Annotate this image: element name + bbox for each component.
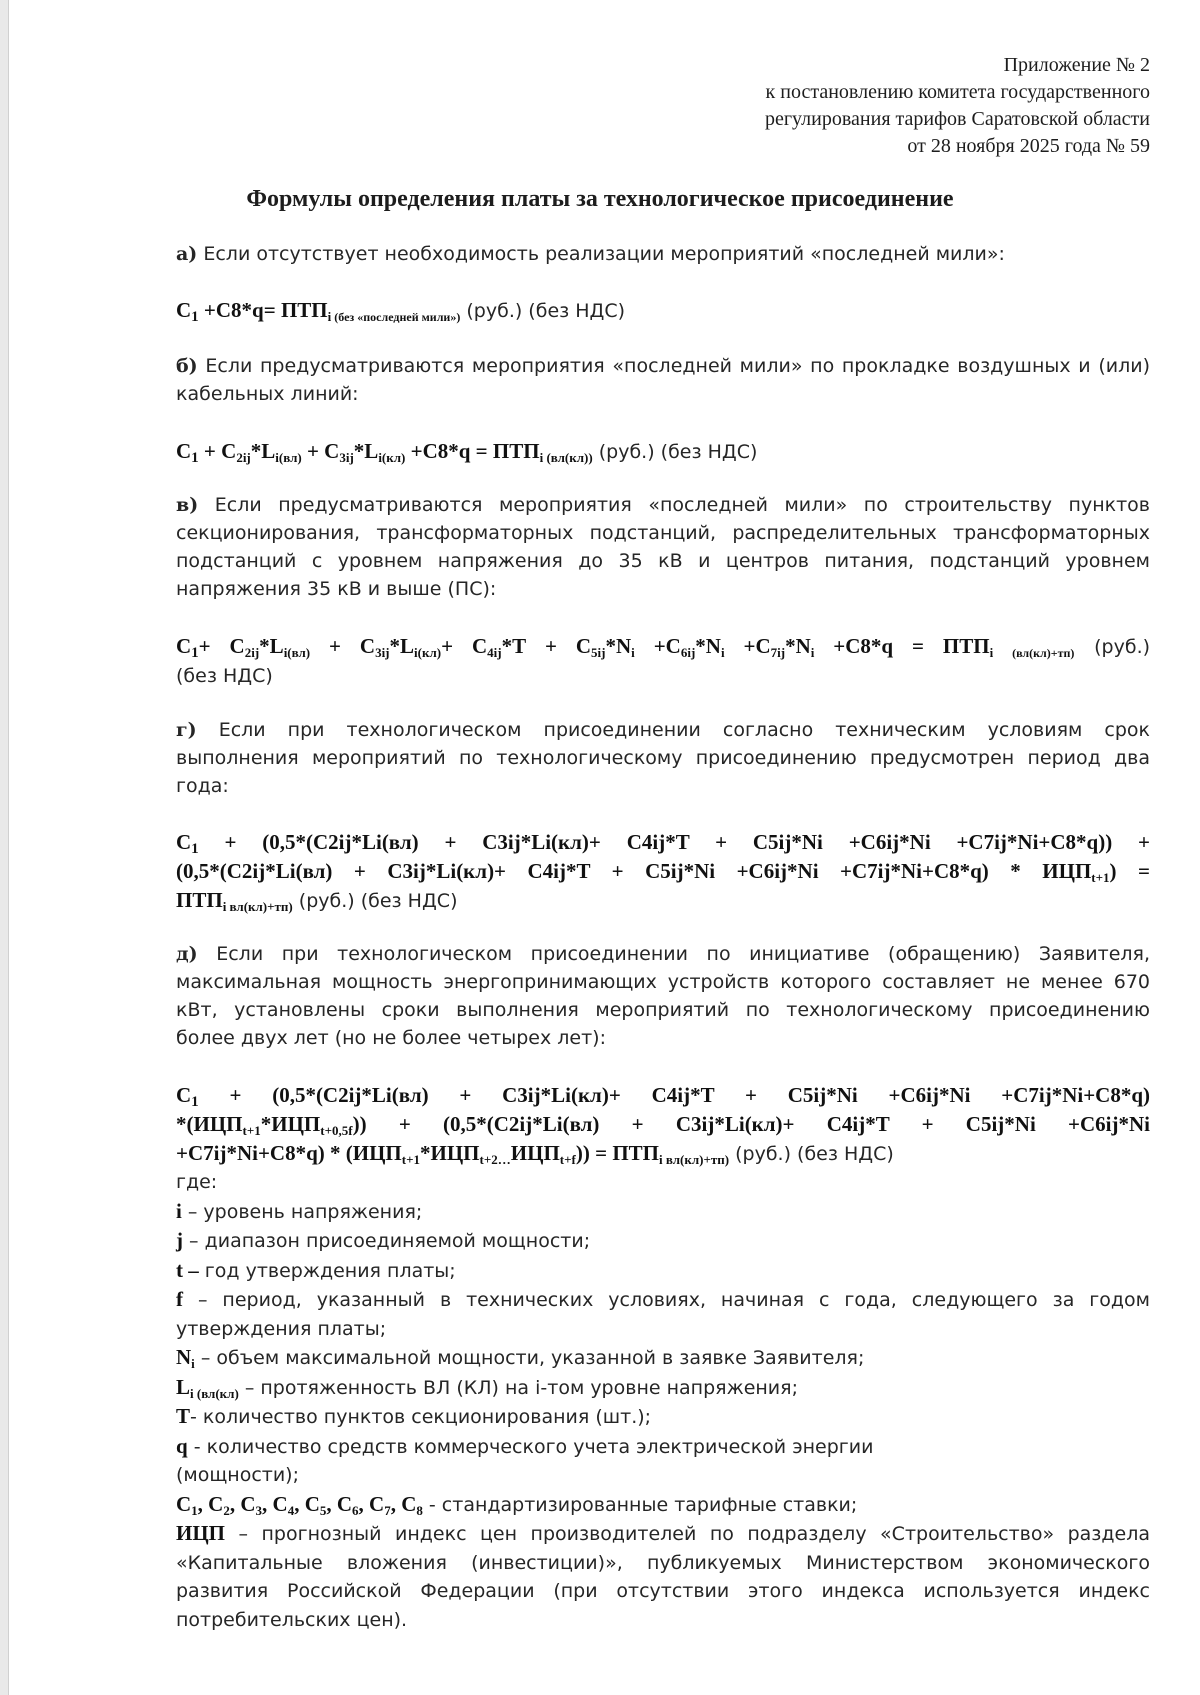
section-a-label: а) xyxy=(176,243,198,265)
section-b-tail: (руб.) (без НДС) xyxy=(592,441,758,463)
section-b-line1: Если предусматриваются мероприятия «последней мили» по прокладке воздушных и (или) xyxy=(205,355,1150,377)
section-c-line1: Если предусматриваются мероприятия «последней мили» по строительству пунктов xyxy=(214,494,1150,516)
section-b-label: б) xyxy=(176,355,198,377)
section-e-text xyxy=(176,940,1150,1052)
section-d-line1: Если при технологическом присоединении согласно техническим условиям срок xyxy=(218,719,1150,741)
definition-icp: ИЦП – прогнозный индекс цен производителей по подразделу «Строительство» раздела «Капитальные вложения (инвестиции)», публикуемых Министерством экономического развития Российской Федерации (при отсутствии этого индекса используется индекс потребительских цен). xyxy=(176,1521,1151,1631)
section-b-text xyxy=(176,352,1150,408)
definition-l: $L_{i (вл(кл)}$ – протяженность ВЛ (КЛ) на i-том уровне напряжения; xyxy=(176,1374,798,1401)
section-d-formula: $С_1 + (0,5*(C2ij*Li(вл) + C3ij*Li(кл)+ C4ij*T + C5ij*Ni +C6ij*Ni +C7ij*Ni+C8*q))$ + $(0,5*(C2ij*Li(вл) + C3ij*Li(кл)+ C4ij*T + C5ij*Ni +C6ij*Ni +C7ij*Ni+C8*q) * ИЦП_{t+1})$ = $ПТП_{i вл(кл)+тп)}$ (руб.) (без НДС) xyxy=(176,830,1150,914)
definition-tt: Т- количество пунктов секционирования (шт.); xyxy=(176,1404,652,1428)
appendix-date-line: от 28 ноября 2025 года № 59 xyxy=(907,135,1150,157)
definition-c: $С_1$, $С_2$, $С_3$, $С_4$, $С_5$, $С_6$, $С_7$, $С_8$ - стандартизированные тарифные ставки; xyxy=(176,1491,858,1518)
definition-q: q - количество средств коммерческого учета электрической энергии xyxy=(176,1433,874,1458)
definition-i: i – уровень напряжения; xyxy=(176,1198,423,1223)
section-d-label: г) xyxy=(176,719,197,741)
section-b-line2: кабельных линий: xyxy=(176,383,359,405)
section-d-tail: (руб.) (без НДС) xyxy=(292,890,458,912)
section-e-line3: кВт, установлены сроки выполнения мероприятий по технологическому присоединению xyxy=(176,999,1150,1021)
section-e-label: д) xyxy=(176,943,198,965)
definition-f: f – период, указанный в технических условиях, начиная с года, следующего за годом утверждения платы; xyxy=(176,1287,1151,1340)
appendix-number: Приложение № 2 xyxy=(1003,54,1150,76)
section-a-text xyxy=(176,240,1150,268)
section-e-line4: более двух лет (но не более четырех лет): xyxy=(176,1027,606,1049)
document-title: Формулы определения платы за технологическое присоединение xyxy=(246,186,954,212)
section-c-line3: подстанций с уровнем напряжения до 35 кВ и центров питания, подстанций уровнем xyxy=(176,550,1150,572)
section-c-text xyxy=(176,491,1150,603)
definition-j: j – диапазон присоединяемой мощности; xyxy=(176,1228,591,1252)
section-c-label: в) xyxy=(176,494,199,516)
section-b-formula: $С_1 + С_{2ij}*L_{i(вл)} + С_{3ij}*L_{i(кл)} +С8*q = ПТП_{i (вл(кл))}$ (руб.) (без НДС) xyxy=(176,439,758,466)
definitions-intro: где: xyxy=(176,1171,218,1193)
section-c-formula: $С_1+ С_{2ij}*L_{i(вл)} + С_{3ij}*L_{i(кл)}+ С_{4ij}*Т + С_{5ij}*N_i +С_{6ij}*N_i +С_{7ij}*N_i +С8*q = ПТП_i$ $_{(вл(кл)+тп)}$ (руб.) (без НДС) xyxy=(176,632,1150,691)
definitions-list xyxy=(176,1168,1150,1634)
appendix-resolution-line: к постановлению комитета государственного xyxy=(765,81,1150,103)
section-e-line2: максимальная мощность энергопринимающих устройств которого составляет не менее 670 xyxy=(176,971,1150,993)
section-c-line2: секционирования, трансформаторных подстанций, распределительных трансформаторных xyxy=(176,522,1150,544)
section-d-text xyxy=(176,716,1150,800)
section-d-line2: выполнения мероприятий по технологическому присоединению предусмотрен период два xyxy=(176,747,1150,769)
definition-t: t – год утверждения платы; xyxy=(176,1257,456,1282)
section-c-tail1: (руб.) xyxy=(1074,636,1151,658)
section-c-tail2: (без НДС) xyxy=(176,665,273,687)
definition-q-continued: (мощности); xyxy=(176,1464,299,1486)
section-e-formula: $С_1 + (0,5*(C2ij*Li(вл) + C3ij*Li(кл)+ C4ij*T + C5ij*Ni +C6ij*Ni +C7ij*Ni+C8*q)$ $*(ИЦП_{t+1}*ИЦП_{t+0,5f})) + (0,5*(C2ij*Li(вл) + C3ij*Li(кл)+ C4ij*T + C5ij*Ni +C6ij*Ni$ $+C7ij*Ni+C8*q) * (ИЦП_{t+1}*ИЦП_{t+2\dots}ИЦП_{t+f})) = ПТП_{i вл(кл)+тп)}$ (руб.) (без НДС) xyxy=(176,1083,1150,1167)
section-a-formula: $С_1 +С8*q= ПТП_i$ $_{(без «последней мили»)}$ (руб.) (без НДС) xyxy=(176,298,626,325)
section-d-line3: года: xyxy=(176,775,229,797)
definition-n: $N_i$ – объем максимальной мощности, указанной в заявке Заявителя; xyxy=(176,1345,865,1371)
section-c-line4: напряжения 35 кВ и выше (ПС): xyxy=(176,578,497,600)
section-a-tail: (руб.) (без НДС) xyxy=(460,300,626,322)
section-e-tail: (руб.) (без НДС) xyxy=(729,1143,894,1165)
section-a-description: Если отсутствует необходимость реализации мероприятий «последней мили»: xyxy=(203,243,1005,265)
appendix-header xyxy=(765,52,1150,160)
section-e-line1: Если при технологическом присоединении по инициативе (обращению) Заявителя, xyxy=(216,943,1150,965)
appendix-committee-line: регулирования тарифов Саратовской области xyxy=(764,108,1150,130)
